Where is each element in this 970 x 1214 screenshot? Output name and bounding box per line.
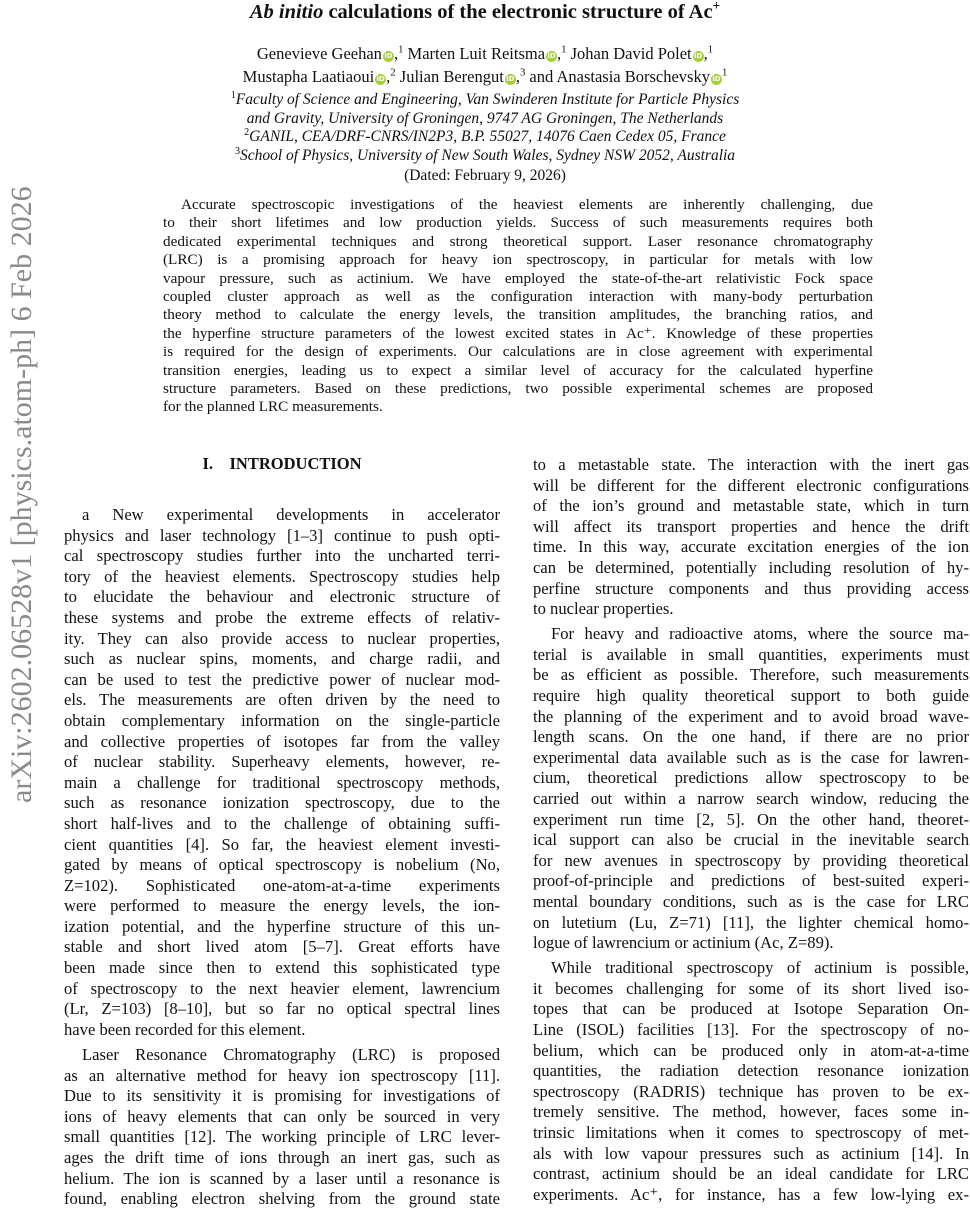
abstract-line: for the planned LRC measurements. <box>163 398 383 416</box>
text-line: of the ion’s ground and metastable state, which in turn <box>533 496 969 516</box>
text-line: obtain complementary information on the single-particle <box>64 710 500 730</box>
abstract-line: Accurate spectroscopic investigations of the heaviest elements are inherently challenging, due <box>181 196 873 213</box>
abstract-line: structure parameters. Based on these predictions, two possible experimental schemes are proposed <box>163 380 873 398</box>
author-name: Johan David Polet <box>570 44 692 63</box>
text-line: been made since then to extend this sophisticated type <box>64 958 500 978</box>
text-line: Due to its sensitivity it is promising for investigations of <box>64 1086 500 1106</box>
author-affiliation-mark: 1 <box>707 43 714 56</box>
text-line: to a metastable state. The interaction with the inert gas <box>533 455 969 474</box>
text-line: stable and short lived atom [5–7]. Great efforts have <box>64 937 500 957</box>
text-line: found, enabling electron shelving from the ground state <box>64 1189 500 1209</box>
text-line: For heavy and radioactive atoms, where the source ma- <box>551 624 969 644</box>
author-affiliation-mark: 1 <box>398 43 404 56</box>
text-line: ity. They can also provide access to nuclear properties, <box>64 628 500 648</box>
text-line: ical support can also be crucial in the inevitable search <box>533 830 969 850</box>
text-line: such as resonance ionization spectroscopy, due to the <box>64 793 500 813</box>
text-line: experiments. Ac⁺, for instance, has a few low-lying ex- <box>533 1184 969 1204</box>
text-line: these systems and probe the extreme effects of relativ- <box>64 607 500 627</box>
abstract-line: transition energies, leading us to expect a similar level of accuracy for the calculated hyperfine <box>163 361 873 379</box>
text-line: the planning of the experiment and to avoid broad wave- <box>533 706 969 726</box>
author-affiliation-mark: 2 <box>390 66 396 79</box>
text-line: have been recorded for this element. <box>64 1019 306 1039</box>
affiliation-text: Faculty of Science and Engineering, Van Swinderen Institute for Particle Physics <box>235 91 740 108</box>
date-line: (Dated: February 9, 2026) <box>404 167 566 184</box>
arxiv-identifier-sidebar: arXiv:2602.06528v1 [physics.atom-ph] 6 Feb 2026 <box>5 186 38 803</box>
abstract-line: vapour pressure, such as actinium. We have employed the state-of-the-art relativistic Fock space <box>163 269 873 287</box>
left-column <box>64 505 500 1214</box>
affiliation-number: 3 <box>234 145 240 157</box>
text-line: be as efficient as possible. Therefore, such measurements <box>533 665 969 685</box>
text-line: mental boundary conditions, such as is the case for LRC <box>533 891 969 911</box>
text-line: ization potential, and the hyperfine structure of this un- <box>64 916 500 936</box>
text-line: small quantities [12]. The working principle of LRC lever- <box>64 1127 500 1147</box>
text-line: terial is available in small quantities, experiments must <box>533 644 969 664</box>
text-line: als with low vapour pressures such as actinium [14]. In <box>533 1143 969 1163</box>
text-line: spectroscopy (RADRIS) technique has proven to be ex- <box>533 1081 969 1101</box>
text-line: to nuclear properties. <box>533 599 674 619</box>
orcid-icon[interactable]: iD <box>376 75 385 83</box>
author-name: Marten Luit Reitsma <box>407 44 546 63</box>
affiliation-1-cont <box>0 110 970 129</box>
affiliation-1 <box>0 91 970 110</box>
text-line: tremely sensitive. The method, however, faces some in- <box>533 1102 969 1122</box>
affiliation-2 <box>0 128 970 147</box>
abstract-line: coupled cluster approach as well as the configuration interaction with many-body perturbation <box>163 288 873 306</box>
text-line: helium. The ion is scanned by a laser until a resonance is <box>64 1168 500 1188</box>
text-line: a New experimental developments in accelerator <box>82 505 500 524</box>
title-superscript: + <box>712 0 721 14</box>
author-affiliation-mark: 3 <box>519 66 526 79</box>
text-line: such as nuclear spins, moments, and charge radii, and <box>64 649 500 669</box>
affiliation-3 <box>0 147 970 166</box>
abstract-line: (LRC) is a promising approach for heavy ion spectroscopy, in particular for metals with low <box>163 251 873 269</box>
text-line: Z=102). Sophisticated one-atom-at-a-time experiments <box>64 875 500 895</box>
text-line: cal spectroscopy studies further into the uncharted terri- <box>64 546 500 566</box>
title-italic: Ab initio <box>249 1 324 23</box>
text-line: tory of the heaviest elements. Spectroscopy studies help <box>64 566 500 586</box>
right-column <box>533 455 969 1210</box>
author-name: Genevieve Geehan <box>256 44 382 63</box>
text-line: els. The measurements are often driven by the need to <box>64 690 500 710</box>
paragraph <box>533 958 969 1205</box>
abstract-line: to their short lifetimes and low production yields. Success of such measurements requires both <box>163 214 873 232</box>
text-line: Laser Resonance Chromatography (LRC) is proposed <box>82 1044 500 1064</box>
text-line: ions of heavy elements that can only be sourced in very <box>64 1106 500 1126</box>
text-line: topes that can be produced at Isotope Separation On- <box>533 999 969 1019</box>
paper-title <box>0 0 970 24</box>
abstract-line: the hyperfine structure parameters of the lowest excited states in Ac⁺. Knowledge of these properties <box>163 324 873 342</box>
author-name: Mustapha Laatiaoui <box>242 67 375 86</box>
affiliation-text: School of Physics, University of New South Wales, Sydney NSW 2052, Australia <box>239 147 736 165</box>
text-line: logue of lawrencium or actinium (Ac, Z=89). <box>533 933 834 953</box>
title-text: calculations of the electronic structure of Ac <box>323 1 713 23</box>
and-word: and <box>529 67 554 86</box>
orcid-icon[interactable]: iD <box>384 52 393 60</box>
paragraph <box>533 455 969 620</box>
orcid-icon[interactable]: iD <box>694 52 703 60</box>
text-line: of nuclear stability. Superheavy elements, however, re- <box>64 752 500 772</box>
paragraph <box>64 505 500 1040</box>
text-line: trinsic limitations when it comes to spectroscopy of met- <box>533 1123 969 1142</box>
text-line: main a challenge for traditional spectroscopy methods, <box>64 772 500 792</box>
text-line: quantities, the radiation detection resonance ionization <box>533 1061 969 1081</box>
text-line: and collective properties of isotopes far from the valley <box>64 731 500 751</box>
abstract <box>163 196 873 417</box>
author-affiliation-mark: 1 <box>721 66 728 79</box>
abstract-line: dedicated experimental techniques and strong theoretical support. Laser resonance chromatography <box>163 232 873 250</box>
orcid-icon[interactable]: iD <box>506 75 515 83</box>
affiliation-number: 2 <box>244 127 250 139</box>
text-line: time. In this way, accurate excitation energies of the ion <box>533 537 969 557</box>
affiliation-text: and Gravity, University of Groningen, 9747 AG Groningen, The Netherlands <box>246 109 724 127</box>
text-line: (Lr, Z=103) [8–10], but so far no optical spectral lines <box>64 999 500 1019</box>
paragraph <box>533 624 969 954</box>
text-line: will affect its transport properties and hence the drift <box>533 516 969 536</box>
section-heading-introduction: I. INTRODUCTION <box>202 454 362 473</box>
text-line: to elucidate the behaviour and electronic structure of <box>64 587 500 607</box>
author-affiliation-mark: 1 <box>561 43 567 56</box>
text-line: proof-of-principle and predictions of best-suited experi- <box>533 871 969 891</box>
abstract-line: theory method to calculate the energy levels, the transition amplitudes, the branching ratios, and <box>163 306 873 324</box>
text-line: short half-lives and to the challenge of obtaining suffi- <box>64 813 500 833</box>
text-line: were performed to measure the energy levels, the ion- <box>64 896 500 916</box>
text-line: experimental data available such as is the case for lawren- <box>533 747 969 767</box>
text-line: Line (ISOL) facilities [13]. For the spectroscopy of no- <box>533 1020 969 1040</box>
text-line: cient quantities [4]. So far, the heaviest element investi- <box>64 834 500 854</box>
text-line: will be different for the different electronic configurations <box>533 475 969 495</box>
text-line: While traditional spectroscopy of actinium is possible, <box>551 958 969 978</box>
text-line: require high quality theoretical support to both guide <box>533 686 969 706</box>
text-line: it becomes challenging for some of its short lived iso- <box>533 978 969 998</box>
text-line: physics and laser technology [1–3] continue to push opti- <box>64 525 500 545</box>
text-line: cium, theoretical predictions allow spectroscopy to be <box>533 768 969 788</box>
orcid-icon[interactable]: iD <box>712 75 721 83</box>
author-name: Anastasia Borschevsky <box>556 67 710 86</box>
text-line: contrast, actinium should be an ideal candidate for LRC <box>533 1164 969 1184</box>
text-line: carried out within a narrow search window, reducing the <box>533 789 969 808</box>
author-line-2: Mustapha Laatiaoui iD,$^2$ Julian Berengut iD,$^3$ and Anastasia Borschevsky $iD^1$ <box>242 66 728 86</box>
text-line: can be used to test the predictive power of nuclear mod- <box>64 669 500 689</box>
text-line: can be determined, potentially including resolution of hy- <box>533 557 969 577</box>
author-list <box>0 42 970 88</box>
author-name: Julian Berengut <box>399 67 504 86</box>
abstract-line: is required for the design of experiments. Our calculations are in close agreement with experimental <box>163 343 873 361</box>
affiliation-number: 1 <box>230 89 236 101</box>
text-line: gated by means of optical spectroscopy is nobelium (No, <box>64 855 500 875</box>
text-line: belium, which can be produced only in atom-at-a-time <box>533 1040 969 1060</box>
orcid-icon[interactable]: iD <box>547 52 556 60</box>
text-line: as an alternative method for heavy ion spectroscopy [11]. <box>64 1065 500 1085</box>
text-line: ages the drift time of ions through an inert gas, such as <box>64 1147 500 1167</box>
text-line: experiment run time [2, 5]. On the other hand, theoret- <box>533 809 969 829</box>
affiliation-text: GANIL, CEA/DRF-CNRS/IN2P3, B.P. 55027, 14076 Caen Cedex 05, France <box>249 128 726 146</box>
text-line: for new avenues in spectroscopy by providing theoretical <box>533 850 969 870</box>
paragraph <box>64 1045 500 1210</box>
author-line-1: Genevieve Geehan iD,$^1$ Marten Luit Reitsma iD,$^1$ Johan David Polet iD,$^1$ <box>256 43 714 63</box>
text-line: on lutetium (Lu, Z=71) [11], the lighter chemical homo- <box>533 912 969 932</box>
text-line: length scans. On the one hand, if there are no prior <box>533 727 969 747</box>
affiliations <box>0 91 970 166</box>
text-line: of spectroscopy to the next heavier element, lawrencium <box>64 978 500 998</box>
text-line: perfine structure components and thus providing access <box>533 578 969 598</box>
